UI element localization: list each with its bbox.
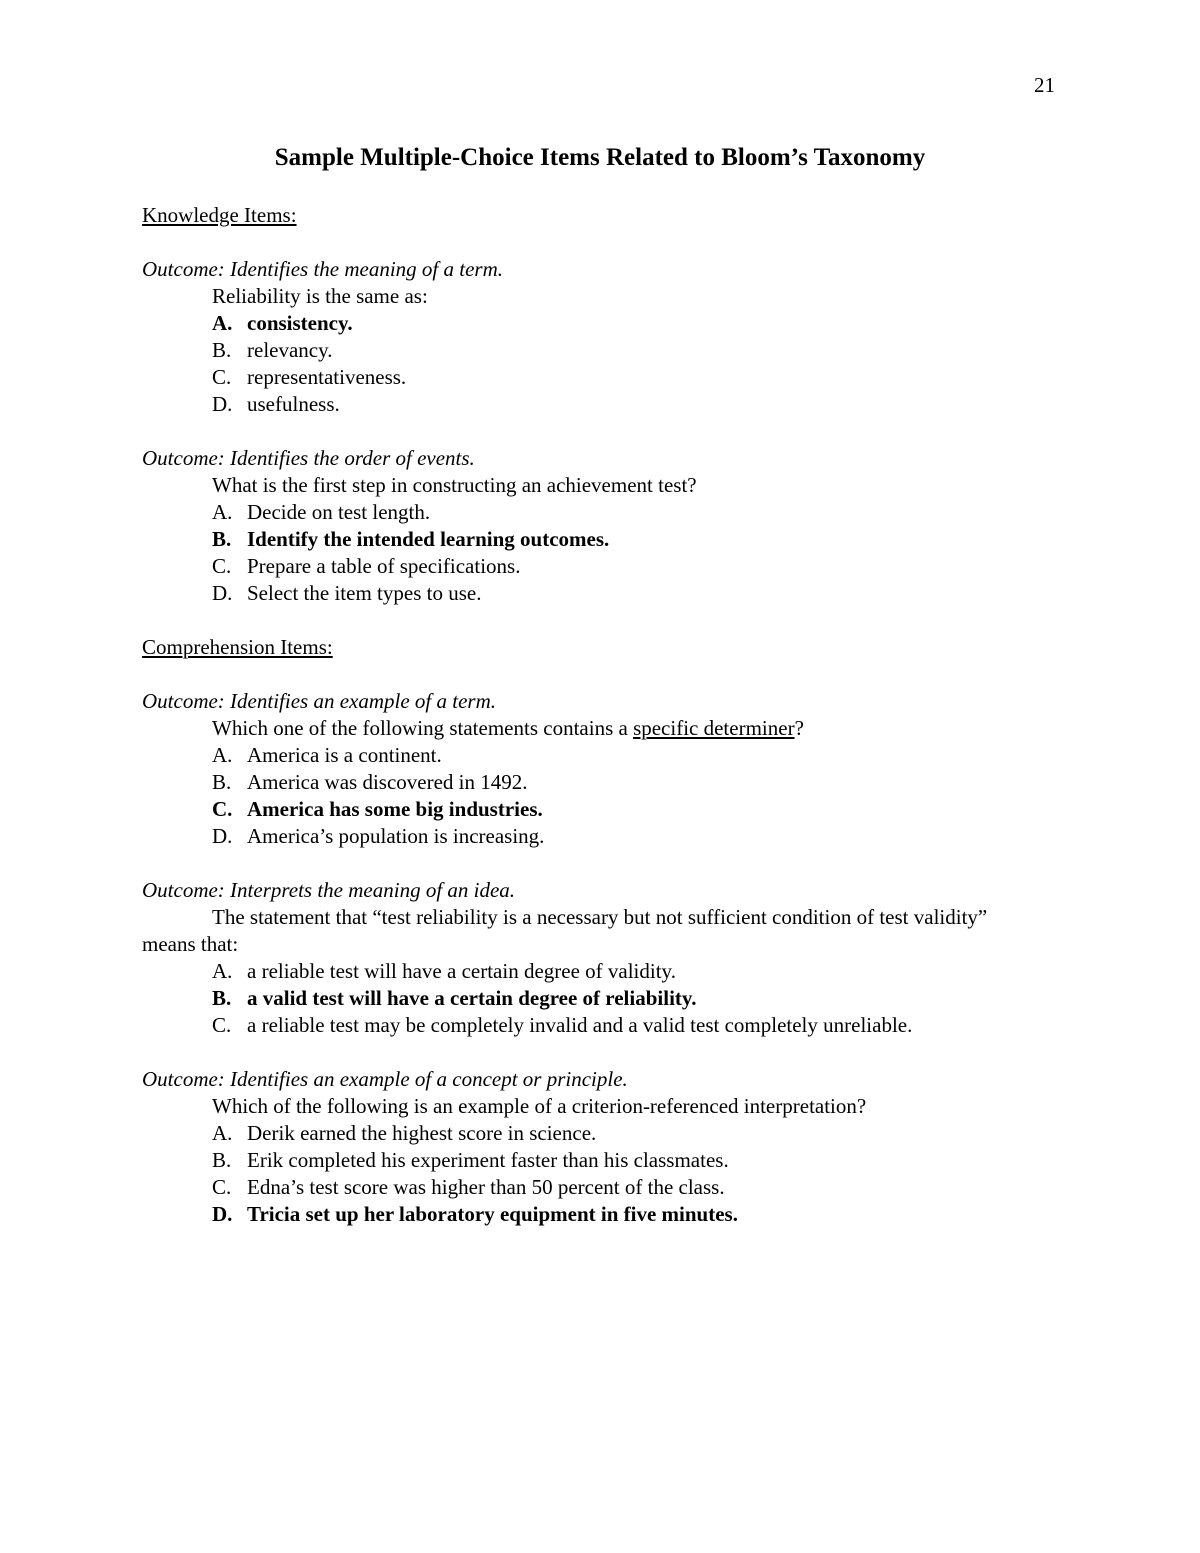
option-text: Prepare a table of specifications. bbox=[247, 554, 521, 578]
answer-option bbox=[142, 769, 1062, 796]
option-letter: A. bbox=[212, 311, 233, 335]
outcome-label: Outcome: Identifies an example of a concept or principle. bbox=[142, 1067, 628, 1091]
document-body bbox=[142, 202, 1062, 1255]
option-letter: B. bbox=[212, 338, 232, 362]
answer-option bbox=[142, 1012, 1062, 1039]
option-text: usefulness. bbox=[247, 392, 340, 416]
answer-option bbox=[142, 1120, 1062, 1147]
option-text: Decide on test length. bbox=[247, 500, 431, 524]
option-letter: D. bbox=[212, 581, 233, 605]
stem-text: Which one of the following statements contains a bbox=[212, 716, 634, 740]
option-text: consistency. bbox=[247, 311, 353, 335]
option-letter: D. bbox=[212, 392, 233, 416]
answer-option bbox=[142, 742, 1062, 769]
question-block bbox=[142, 688, 1062, 850]
option-letter: A. bbox=[212, 1121, 233, 1145]
question-block bbox=[142, 445, 1062, 607]
outcome-label: Outcome: Identifies the order of events. bbox=[142, 446, 475, 470]
question-stem: What is the first step in constructing an achievement test? bbox=[212, 473, 697, 497]
option-text: Select the item types to use. bbox=[247, 581, 482, 605]
option-text: a reliable test will have a certain degree of validity. bbox=[247, 959, 676, 983]
answer-option bbox=[142, 553, 1062, 580]
question-stem: Reliability is the same as: bbox=[212, 284, 428, 308]
option-letter: B. bbox=[212, 770, 232, 794]
option-letter: D. bbox=[212, 824, 233, 848]
stem-underlined-term: specific determiner bbox=[633, 716, 795, 740]
answer-option bbox=[142, 1174, 1062, 1201]
option-text: America was discovered in 1492. bbox=[247, 770, 528, 794]
option-text: America is a continent. bbox=[247, 743, 442, 767]
question-stem bbox=[142, 715, 1062, 742]
option-text: a reliable test may be completely invalid and a valid test completely unreliable. bbox=[247, 1013, 913, 1037]
outcome-label: Outcome: Identifies an example of a term. bbox=[142, 689, 496, 713]
option-text: a valid test will have a certain degree of reliability. bbox=[247, 986, 697, 1010]
option-letter: D. bbox=[212, 1202, 233, 1226]
answer-option bbox=[142, 580, 1062, 607]
option-text: America’s population is increasing. bbox=[247, 824, 545, 848]
option-text: Edna’s test score was higher than 50 percent of the class. bbox=[247, 1175, 725, 1199]
answer-option bbox=[142, 958, 1062, 985]
question-stem: Which of the following is an example of a criterion-referenced interpretation? bbox=[212, 1094, 867, 1118]
question-block bbox=[142, 1066, 1062, 1228]
option-letter: A. bbox=[212, 959, 233, 983]
outcome-label: Outcome: Interprets the meaning of an idea. bbox=[142, 878, 516, 902]
question-block bbox=[142, 877, 1062, 1039]
option-letter: B. bbox=[212, 1148, 232, 1172]
page-title: Sample Multiple-Choice Items Related to Bloom’s Taxonomy bbox=[274, 144, 926, 171]
option-letter: A. bbox=[212, 500, 233, 524]
answer-option-correct bbox=[142, 985, 1062, 1012]
option-text: America has some big industries. bbox=[247, 797, 543, 821]
option-text: Erik completed his experiment faster than his classmates. bbox=[247, 1148, 729, 1172]
answer-option-correct bbox=[142, 526, 1062, 553]
outcome-label: Outcome: Identifies the meaning of a term. bbox=[142, 257, 503, 281]
option-letter: C. bbox=[212, 365, 232, 389]
answer-option bbox=[142, 1147, 1062, 1174]
option-text: Tricia set up her laboratory equipment in five minutes. bbox=[247, 1202, 738, 1226]
option-letter: B. bbox=[212, 527, 232, 551]
section-heading-comprehension: Comprehension Items: bbox=[142, 635, 333, 659]
option-letter: A. bbox=[212, 743, 233, 767]
option-letter: C. bbox=[212, 797, 233, 821]
answer-option bbox=[142, 391, 1062, 418]
option-text: Identify the intended learning outcomes. bbox=[247, 527, 610, 551]
answer-option bbox=[142, 364, 1062, 391]
stem-text: ? bbox=[794, 716, 804, 740]
answer-option bbox=[142, 823, 1062, 850]
answer-option bbox=[142, 499, 1062, 526]
page-number: 21 bbox=[1034, 73, 1055, 97]
answer-option-correct bbox=[142, 796, 1062, 823]
option-text: relevancy. bbox=[247, 338, 333, 362]
option-letter: B. bbox=[212, 986, 232, 1010]
answer-option-correct bbox=[142, 310, 1062, 337]
option-text: Derik earned the highest score in science. bbox=[247, 1121, 597, 1145]
answer-option bbox=[142, 337, 1062, 364]
option-letter: C. bbox=[212, 554, 232, 578]
question-stem: The statement that “test reliability is a necessary but not sufficient condition of test validity” means that: bbox=[142, 905, 988, 956]
option-letter: C. bbox=[212, 1013, 232, 1037]
question-block bbox=[142, 256, 1062, 418]
answer-option-correct bbox=[142, 1201, 1062, 1228]
option-letter: C. bbox=[212, 1175, 232, 1199]
option-text: representativeness. bbox=[247, 365, 407, 389]
section-heading-knowledge: Knowledge Items: bbox=[142, 203, 297, 227]
